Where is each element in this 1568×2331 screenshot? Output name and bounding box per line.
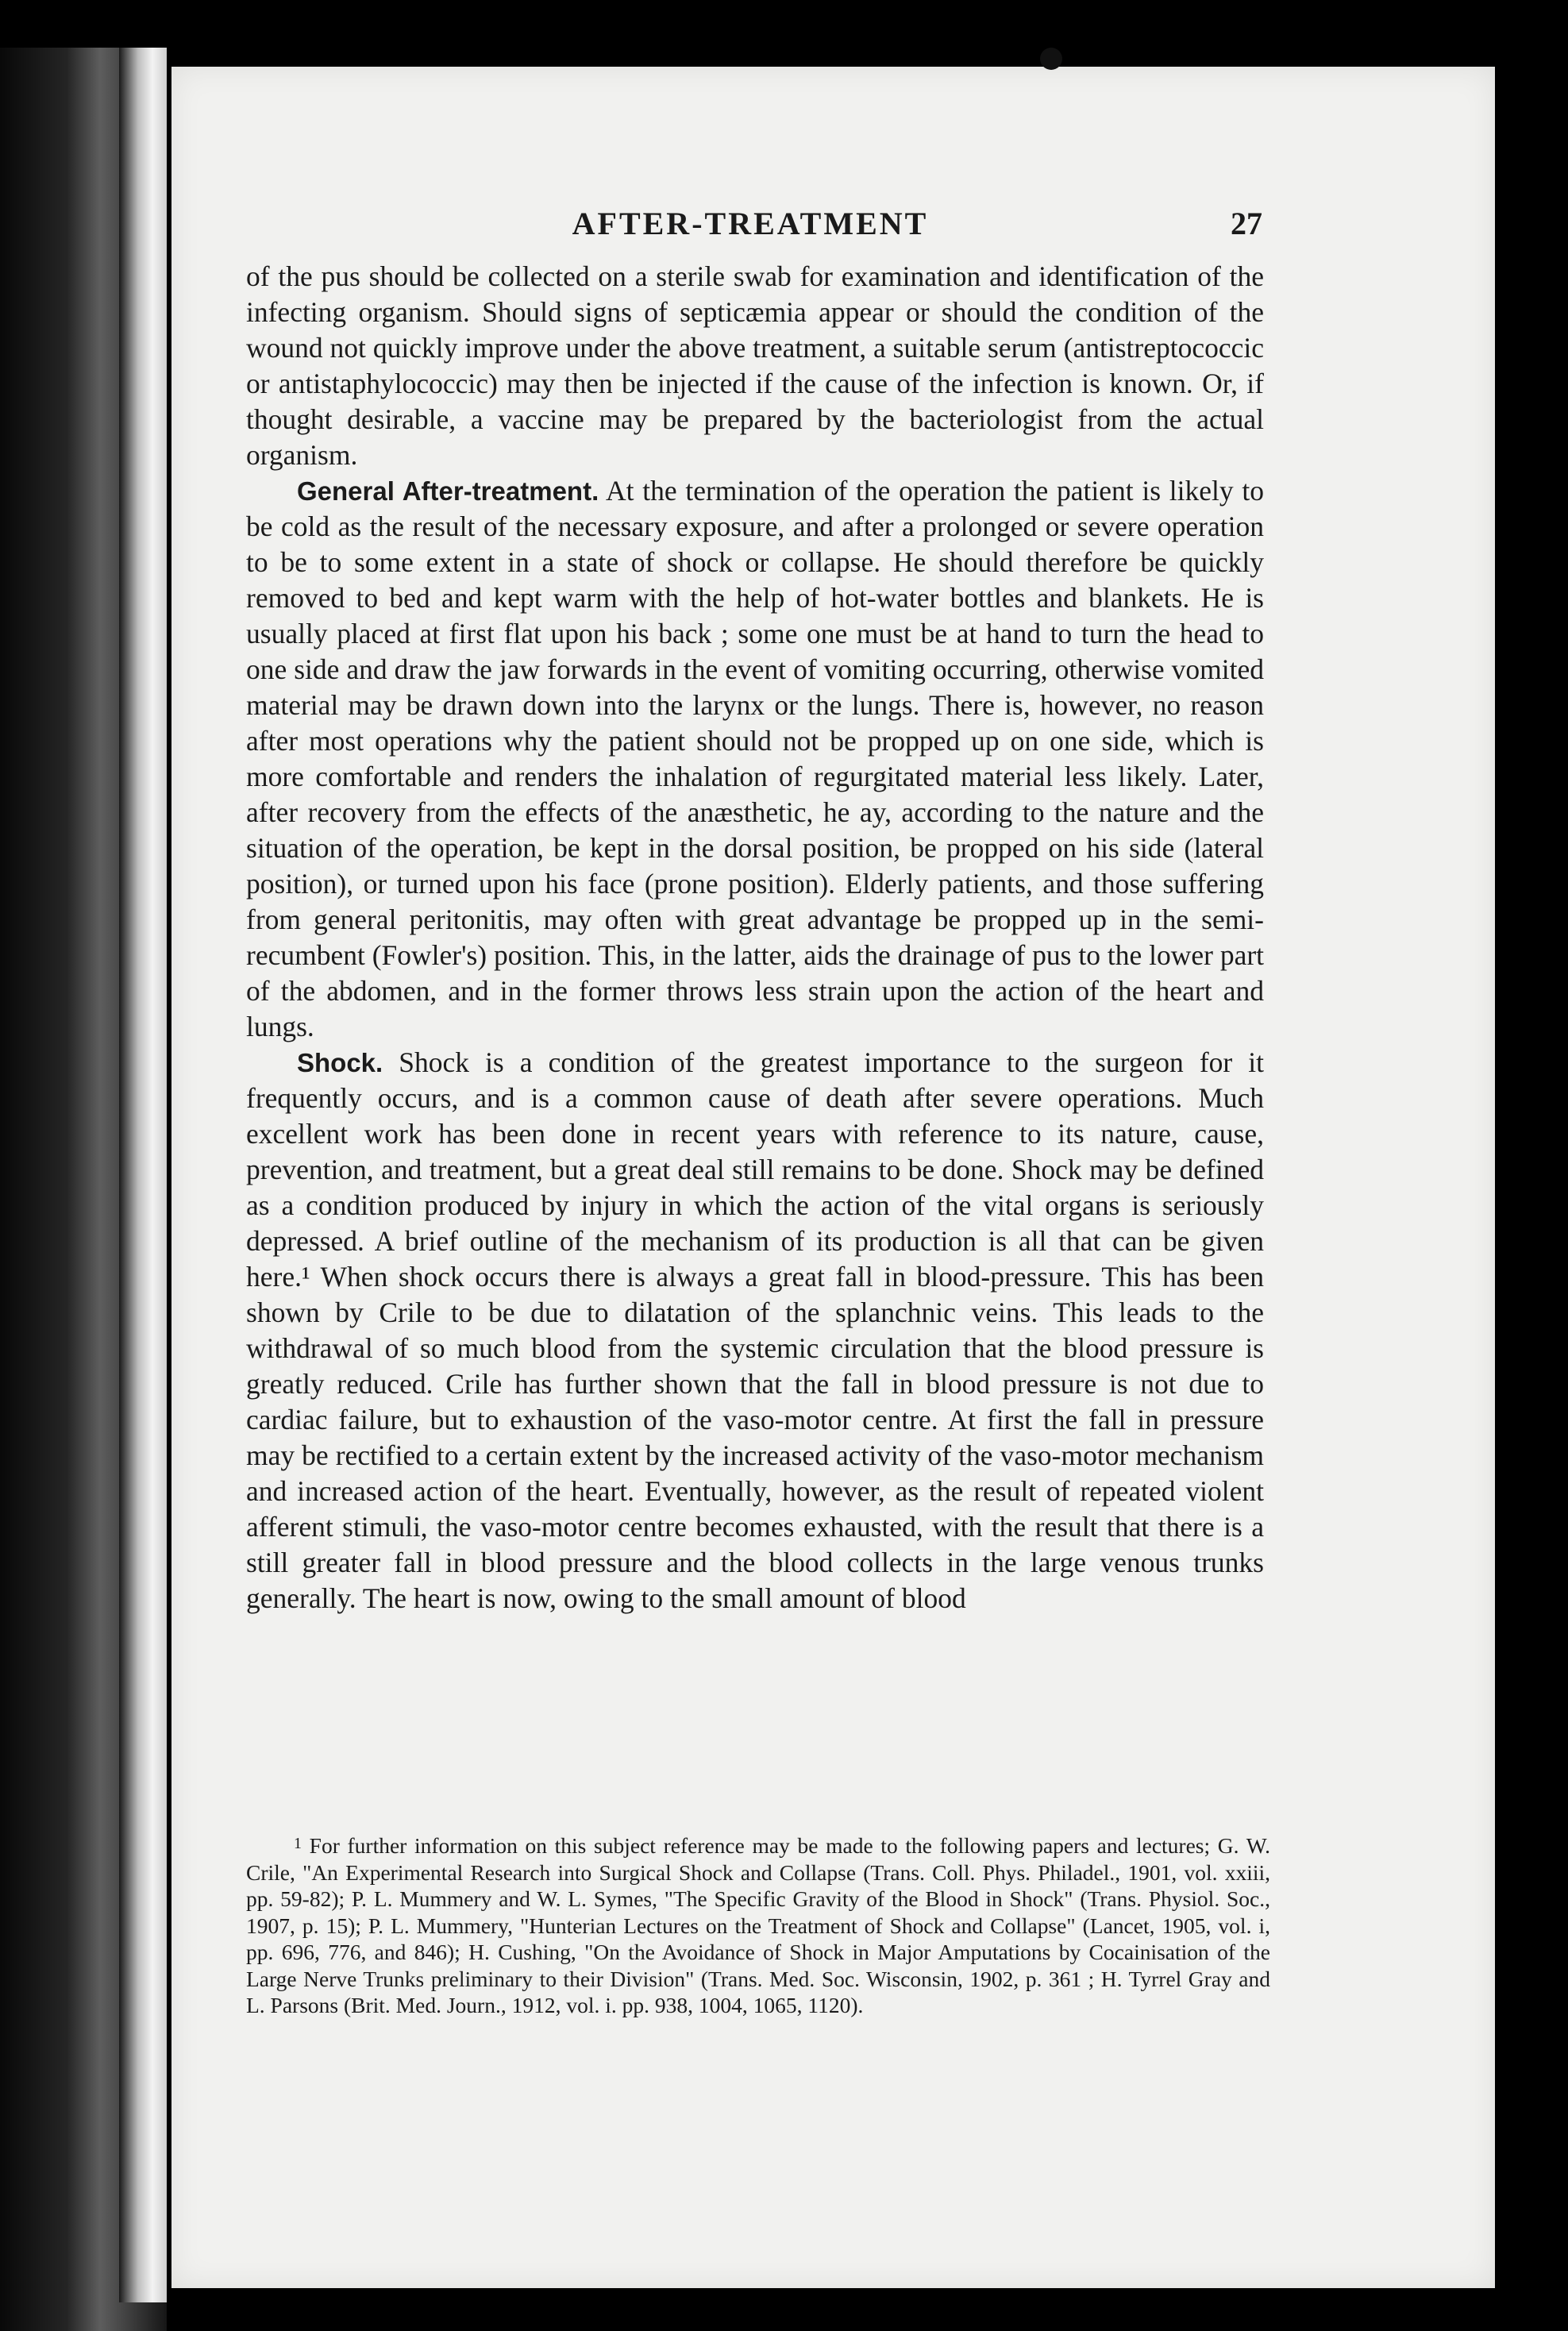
paragraph-text: Shock is a condition of the greatest importance to the surgeon for it frequently occurs, and is a common cause of death after severe operations. Much excellent work has been done in recent years with reference to its nature, cause, prevention, and treatment, but a great deal still remains to be done. Shock may be defined as a condition produced by injury in which the action of the vital organs is seriously depressed. A brief outline of the mechanism of its production is all that can be given here.¹ When shock occurs there is always a great fall in blood-pressure. This has been shown by Crile to be due to dilatation of the splanchnic veins. This leads to the withdrawal of so much blood from the systemic circulation that the blood pressure is greatly reduced. Crile has further shown that the fall in blood pressure is not due to cardiac failure, but to exhaustion of the vaso-motor centre. At first the fall in pressure may be rectified to a certain extent by the increased activity of the vaso-motor mechanism and increased action of the heart. Eventually, however, as the result of repeated violent afferent stimuli, the vaso-motor centre becomes exhausted, with the result that there is a still greater fall in blood pressure and the blood collects in the large venous trunks generally. The heart is now, owing to the small amount of blood xyxy=(246,1046,1265,1614)
footnote xyxy=(246,1831,1270,2019)
paragraph-text: At the termination of the operation the patient is likely to be cold as the result of the necessary exposure, and after a prolonged or severe operation to be to some extent in a state of shock or collapse. He should therefore be quickly removed to bed and kept warm with the help of hot-water bottles and blankets. He is usually placed at first flat upon his back ; some one must be at hand to turn the head to one side and draw the jaw forwards in the event of vomiting occurring, otherwise vomited material may be drawn down into the larynx or the lungs. There is, however, no reason after most operations why the patient should not be propped up on one side, which is more comfortable and renders the inhalation of regurgitated material less likely. Later, after recovery from the effects of the anæsthetic, he ay, according to the nature and the situation of the operation, be kept in the dorsal position, be propped on his side (lateral position), or turned upon his face (prone position). Elderly patients, and those suffering from general peritonitis, may often with great advantage be propped up in the semi-recumbent (Fowler's) position. This, in the latter, aids the drainage of pus to the lower part of the abdomen, and in the former throws less strain upon the action of the heart and lungs. xyxy=(246,475,1265,1042)
ink-blot xyxy=(1040,48,1062,70)
footnote-area xyxy=(246,1831,1270,2019)
paragraph-shock xyxy=(246,1045,1264,1616)
section-heading: Shock. xyxy=(297,1048,383,1077)
page-header xyxy=(238,205,1262,246)
footnote-marker: 1 xyxy=(294,1835,302,1852)
section-heading: General After-treatment. xyxy=(297,476,599,506)
paragraph-continuation xyxy=(246,259,1264,473)
running-head: AFTER-TREATMENT xyxy=(572,206,929,241)
page-number: 27 xyxy=(1231,206,1262,241)
paragraph-text: of the pus should be collected on a sterile swab for examination and identification of the infecting organism. Should signs of septicæmia appear or should the condition of the wound not quickly improve under the above treatment, a suitable serum (antistreptococcic or antistaphylococcic) may then be injected if the cause of the infection is known. Or, if thought desirable, a vaccine may be prepared by the bacteriologist from the actual organism. xyxy=(246,260,1264,471)
paragraph-general-after-treatment xyxy=(246,473,1264,1045)
body-text xyxy=(246,259,1264,1616)
footnote-text: For further information on this subject reference may be made to the following papers and lectures; G. W. Crile, "An Experimental Research into Surgical Shock and Collapse (Trans. Coll. Phys. Philadel., 1901, vol. xxiii, pp. 59-82); P. L. Mummery and W. L. Symes, "The Specific Gravity of the Blood in Shock" (Trans. Physiol. Soc., 1907, p. 15); P. L. Mummery, "Hunterian Lectures on the Treatment of Shock and Collapse" (Lancet, 1905, vol. i, pp. 696, 776, and 846); H. Cushing, "On the Avoidance of Shock in Major Amputations by Cocainisation of the Large Nerve Trunks preliminary to their Division" (Trans. Med. Soc. Wisconsin, 1902, p. 361 ; H. Tyrrel Gray and L. Parsons (Brit. Med. Journ., 1912, vol. i. pp. 938, 1004, 1065, 1120). xyxy=(246,1833,1270,2017)
page-binding-edge xyxy=(119,48,167,2302)
